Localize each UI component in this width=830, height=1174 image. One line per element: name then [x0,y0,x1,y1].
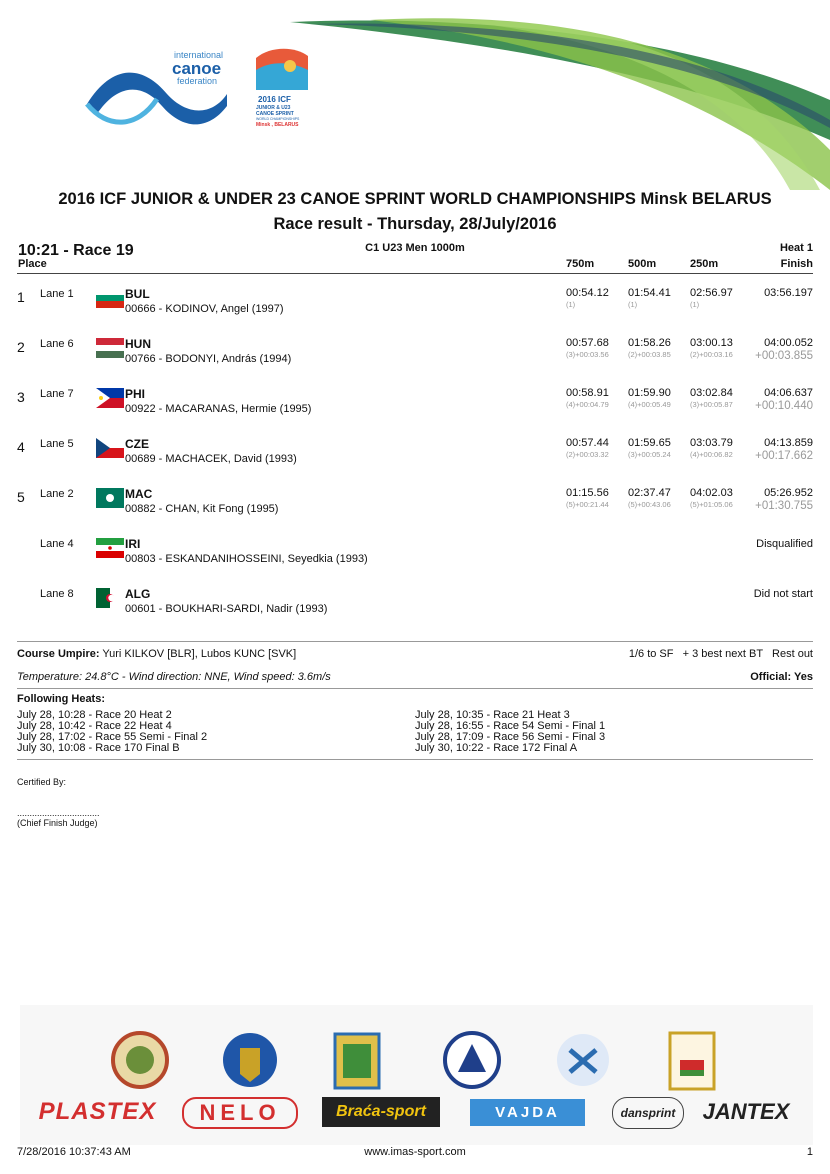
split-rank: (4)+00:05.49 [628,400,671,409]
split-rank: (1) [566,300,576,309]
following-heat: July 28, 17:02 - Race 55 Semi - Final 2 [17,731,208,743]
split-time: 00:58.91 [566,387,609,399]
sponsor-nelo-logo: NELO [182,1097,298,1129]
sponsor-dansprint-logo: dansprint [612,1097,684,1129]
split-time: 01:15.56 [566,487,609,499]
emblem-4-icon [445,1033,499,1087]
svg-text:Minsk , BELARUS: Minsk , BELARUS [256,122,299,128]
split-rank: (3)+00:03.56 [566,350,609,359]
result-row [0,383,830,433]
sponsor-jantex-logo: JANTEX [702,1099,790,1124]
umpire-value: Yuri KILKOV [BLR], Lubos KUNC [SVK] [102,648,297,660]
nation-code: ALG [125,587,151,601]
lane-number: Lane 4 [40,538,74,550]
document-subtitle: Race result - Thursday, 28/July/2016 [273,215,557,233]
footer-divider [17,641,813,642]
document-title: 2016 ICF JUNIOR & UNDER 23 CANOE SPRINT WORLD CHAMPIONSHIPS Minsk BELARUS [58,190,772,208]
following-heats-label: Following Heats: [17,693,105,705]
result-row [0,283,830,333]
split-time: 03:00.13 [690,337,733,349]
athlete-name: 00601 - BOUKHARI-SARDI, Nadir (1993) [125,603,328,615]
lane-number: Lane 1 [40,288,74,300]
split-time: 00:57.68 [566,337,609,349]
split-time: 03:03.79 [690,437,733,449]
split-time: 01:59.90 [628,387,671,399]
split-rank: (2)+00:03.16 [690,350,733,359]
weather-divider [17,688,813,689]
sponsor-plastex-logo: PLASTEX [38,1098,157,1125]
official-status: Official: Yes [750,671,813,683]
sponsor-emblems [110,1030,830,1092]
emblem-2-icon [223,1033,277,1087]
result-status: Disqualified [756,538,813,550]
split-time: 03:02.84 [690,387,733,399]
emblem-5-icon [557,1034,609,1086]
result-row [0,333,830,383]
following-heat: July 30, 10:08 - Race 170 Final B [17,742,180,754]
svg-text:JUNIOR & U23: JUNIOR & U23 [256,105,291,111]
progression-rule: 1/6 to SF + 3 best next BT Rest out [628,648,813,660]
print-timestamp: 7/28/2016 10:37:43 AM [17,1146,131,1158]
place-number: 1 [17,289,25,305]
split-time: 02:56.97 [690,287,733,299]
following-heat: July 28, 10:35 - Race 21 Heat 3 [415,709,570,721]
result-row [0,433,830,483]
athlete-name: 00689 - MACHACEK, David (1993) [125,453,297,465]
svg-text:WORLD CHAMPIONSHIPS: WORLD CHAMPIONSHIPS [256,117,300,121]
nation-code: MAC [125,487,153,501]
emblem-6-icon [670,1033,714,1089]
heat-label: Heat 1 [779,242,813,254]
race-time-number: 10:21 - Race 19 [18,242,134,259]
athlete-name: 00803 - ESKANDANIHOSSEINI, Seyedkia (1993) [125,553,368,565]
phi-flag-icon [96,388,124,408]
svg-text:2016 ICF: 2016 ICF [258,95,291,104]
split-rank: (5)+01:05.06 [690,500,733,509]
finish-gap: +01:30.755 [755,500,813,512]
result-row [0,533,830,583]
place-column-header: Place [18,258,47,270]
split-rank: (4)+00:04.79 [566,400,609,409]
cze-flag-icon [96,438,124,458]
header-divider [17,273,813,274]
nation-code: PHI [125,387,146,401]
lane-number: Lane 8 [40,588,74,600]
alg-flag-icon [96,588,124,608]
nation-code: CZE [125,437,149,451]
split-rank: (2)+00:03.32 [566,450,609,459]
split-rank: (5)+00:43.06 [628,500,671,509]
finish-time: 05:26.952 [764,487,813,499]
finish-time: 04:06.637 [764,387,813,399]
split-rank: (2)+00:03.85 [628,350,671,359]
page-number: 1 [806,1146,813,1158]
split-rank: (4)+00:06.82 [690,450,733,459]
place-number: 4 [17,439,25,455]
nation-code: BUL [125,287,150,301]
sponsor-vajda-logo: VAJDA [470,1099,585,1126]
split-time: 01:54.41 [628,287,671,299]
header-swoosh-graphic [250,0,830,190]
finish-gap: +00:17.662 [755,450,813,462]
lane-number: Lane 2 [40,488,74,500]
athlete-name: 00766 - BODONYI, András (1994) [125,353,292,365]
nation-code: IRI [125,537,141,551]
umpire-label: Course Umpire: [17,648,100,660]
result-status: Did not start [753,588,813,600]
split-500-header: 500m [628,258,657,270]
split-time: 02:37.47 [628,487,671,499]
finish-gap: +00:03.855 [755,350,813,362]
following-heats-right [415,710,605,754]
following-heat: July 28, 10:28 - Race 20 Heat 2 [17,709,172,721]
signature-line: ................................. [17,808,100,818]
result-row [0,583,830,633]
event-name: C1 U23 Men 1000m [365,242,465,254]
svg-text:federation: federation [177,76,218,86]
following-divider [17,759,813,760]
certified-by: Certified By: [17,777,67,787]
following-heat: July 30, 10:22 - Race 172 Final A [415,742,578,754]
split-250-header: 250m [690,258,719,270]
split-rank: (5)+00:21.44 [566,500,609,509]
split-time: 04:02.03 [690,487,733,499]
place-number: 2 [17,339,25,355]
following-heat: July 28, 10:42 - Race 22 Heat 4 [17,720,172,732]
emblem-3-icon [335,1034,379,1088]
split-rank: (1) [628,300,638,309]
championship-logo [250,44,312,134]
hun-flag-icon [96,338,124,358]
lane-number: Lane 6 [40,338,74,350]
lane-number: Lane 7 [40,388,74,400]
emblem-1-icon [113,1033,167,1087]
result-row [0,483,830,533]
finish-time: 04:00.052 [764,337,813,349]
svg-text:CANOE SPRINT: CANOE SPRINT [256,111,294,117]
athlete-name: 00922 - MACARANAS, Hermie (1995) [125,403,312,415]
svg-text:international: international [174,50,224,60]
bul-flag-icon [96,288,124,308]
following-heats-left [17,710,207,754]
finish-gap: +00:10.440 [755,400,813,412]
finish-time: 03:56.197 [764,287,813,299]
mac-flag-icon [96,488,124,508]
place-number: 3 [17,389,25,405]
sponsor-braca-logo: Braća-sport [322,1097,440,1127]
following-heat: July 28, 17:09 - Race 56 Semi - Final 3 [415,731,606,743]
place-number: 5 [17,489,25,505]
weather-info: Temperature: 24.8°C - Wind direction: NNE, Wind speed: 3.6m/s [17,671,331,683]
split-time: 01:59.65 [628,437,671,449]
iri-flag-icon [96,538,124,558]
split-time: 00:57.44 [566,437,609,449]
split-750-header: 750m [566,258,595,270]
athlete-name: 00882 - CHAN, Kit Fong (1995) [125,503,279,515]
website-link[interactable]: www.imas-sport.com [364,1146,466,1158]
finish-column-header: Finish [780,258,813,270]
chief-finish-judge: (Chief Finish Judge) [17,818,98,828]
course-umpire [17,648,296,660]
svg-text:canoe: canoe [172,59,222,78]
split-rank: (3)+00:05.87 [690,400,733,409]
finish-time: 04:13.859 [764,437,813,449]
split-rank: (3)+00:05.24 [628,450,671,459]
split-time: 01:58.26 [628,337,671,349]
nation-code: HUN [125,337,151,351]
athlete-name: 00666 - KODINOV, Angel (1997) [125,303,284,315]
split-time: 00:54.12 [566,287,609,299]
icf-logo [82,44,232,134]
split-rank: (1) [690,300,700,309]
lane-number: Lane 5 [40,438,74,450]
following-heat: July 28, 16:55 - Race 54 Semi - Final 1 [415,720,606,732]
